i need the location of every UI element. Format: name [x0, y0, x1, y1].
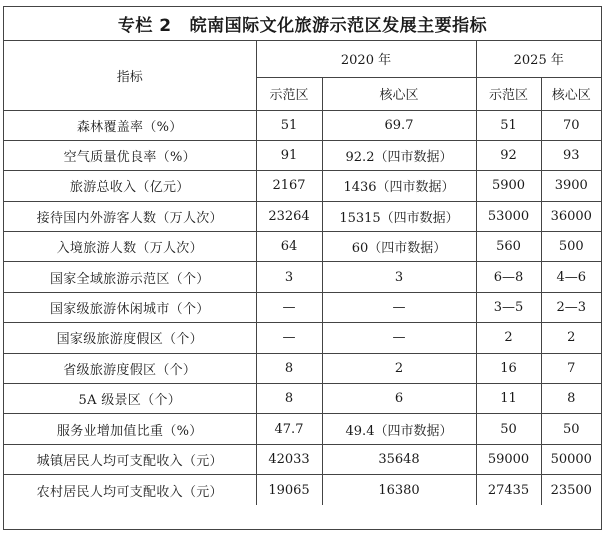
cell-2025-core: 7	[541, 353, 601, 383]
caption-title: 皖南国际文化旅游示范区发展主要指标	[189, 16, 488, 36]
header-year-2020: 2020 年	[256, 41, 476, 77]
row-label: 省级旅游度假区（个）	[4, 353, 256, 383]
cell-2020-core: 35648	[322, 444, 476, 474]
header-2020-demo-zone: 示范区	[256, 77, 322, 110]
table-row	[4, 353, 601, 383]
header-2020-core-zone: 核心区	[322, 77, 476, 110]
cell-2025-demo: 59000	[476, 444, 541, 474]
cell-2025-demo: 6—8	[476, 262, 541, 292]
table-row	[4, 171, 601, 201]
table-row	[4, 140, 601, 170]
cell-2025-demo: 92	[476, 140, 541, 170]
row-label: 城镇居民人均可支配收入（元）	[4, 444, 256, 474]
cell-2025-core: 70	[541, 110, 601, 140]
cell-2025-core: 23500	[541, 475, 601, 505]
row-label: 国家级旅游休闲城市（个）	[4, 292, 256, 322]
cell-2020-demo: —	[256, 323, 322, 353]
row-label: 农村居民人均可支配收入（元）	[4, 475, 256, 505]
cell-2020-core: 1436（四市数据）	[322, 171, 476, 201]
table-row	[4, 232, 601, 262]
cell-2025-demo: 2	[476, 323, 541, 353]
cell-2020-core: —	[322, 323, 476, 353]
cell-2020-demo: 3	[256, 262, 322, 292]
indicator-table	[4, 41, 601, 505]
cell-2025-demo: 53000	[476, 201, 541, 231]
cell-2020-demo: 91	[256, 140, 322, 170]
cell-2020-demo: 64	[256, 232, 322, 262]
cell-2020-demo: 8	[256, 384, 322, 414]
row-label: 空气质量优良率（%）	[4, 140, 256, 170]
row-label: 国家全域旅游示范区（个）	[4, 262, 256, 292]
cell-2025-core: 50000	[541, 444, 601, 474]
table-row	[4, 110, 601, 140]
cell-2025-core: 36000	[541, 201, 601, 231]
cell-2020-core: 6	[322, 384, 476, 414]
cell-2020-demo: —	[256, 292, 322, 322]
row-label: 服务业增加值比重（%）	[4, 414, 256, 444]
cell-2020-core: 60（四市数据）	[322, 232, 476, 262]
table-row	[4, 292, 601, 322]
cell-2025-core: 93	[541, 140, 601, 170]
cell-2025-core: 4—6	[541, 262, 601, 292]
indicator-table-frame	[3, 6, 602, 530]
cell-2020-demo: 51	[256, 110, 322, 140]
cell-2020-core: 15315（四市数据）	[322, 201, 476, 231]
header-indicator: 指标	[4, 41, 256, 110]
table-row	[4, 414, 601, 444]
header-2025-demo-zone: 示范区	[476, 77, 541, 110]
cell-2020-core: 3	[322, 262, 476, 292]
cell-2025-demo: 11	[476, 384, 541, 414]
table-row	[4, 323, 601, 353]
header-2025-core-zone: 核心区	[541, 77, 601, 110]
cell-2020-demo: 8	[256, 353, 322, 383]
cell-2025-demo: 27435	[476, 475, 541, 505]
cell-2025-demo: 3—5	[476, 292, 541, 322]
table-caption	[4, 7, 601, 41]
cell-2020-core: 49.4（四市数据）	[322, 414, 476, 444]
cell-2025-demo: 16	[476, 353, 541, 383]
cell-2020-core: 16380	[322, 475, 476, 505]
cell-2025-core: 2—3	[541, 292, 601, 322]
cell-2025-core: 8	[541, 384, 601, 414]
table-row	[4, 384, 601, 414]
cell-2025-core: 2	[541, 323, 601, 353]
cell-2025-core: 3900	[541, 171, 601, 201]
table-row	[4, 475, 601, 505]
cell-2020-core: —	[322, 292, 476, 322]
cell-2025-demo: 560	[476, 232, 541, 262]
cell-2025-core: 500	[541, 232, 601, 262]
row-label: 旅游总收入（亿元）	[4, 171, 256, 201]
row-label: 5A 级景区（个）	[4, 384, 256, 414]
row-label: 国家级旅游度假区（个）	[4, 323, 256, 353]
header-year-2025: 2025 年	[476, 41, 601, 77]
cell-2020-demo: 19065	[256, 475, 322, 505]
caption-tag: 专栏 2	[117, 16, 172, 36]
cell-2020-demo: 47.7	[256, 414, 322, 444]
row-label: 森林覆盖率（%）	[4, 110, 256, 140]
cell-2020-demo: 42033	[256, 444, 322, 474]
cell-2020-core: 2	[322, 353, 476, 383]
table-row	[4, 444, 601, 474]
cell-2020-demo: 23264	[256, 201, 322, 231]
cell-2025-core: 50	[541, 414, 601, 444]
cell-2020-demo: 2167	[256, 171, 322, 201]
row-label: 入境旅游人数（万人次）	[4, 232, 256, 262]
cell-2025-demo: 50	[476, 414, 541, 444]
cell-2020-core: 69.7	[322, 110, 476, 140]
table-row	[4, 262, 601, 292]
cell-2025-demo: 5900	[476, 171, 541, 201]
row-label: 接待国内外游客人数（万人次）	[4, 201, 256, 231]
table-row	[4, 201, 601, 231]
cell-2020-core: 92.2（四市数据）	[322, 140, 476, 170]
cell-2025-demo: 51	[476, 110, 541, 140]
